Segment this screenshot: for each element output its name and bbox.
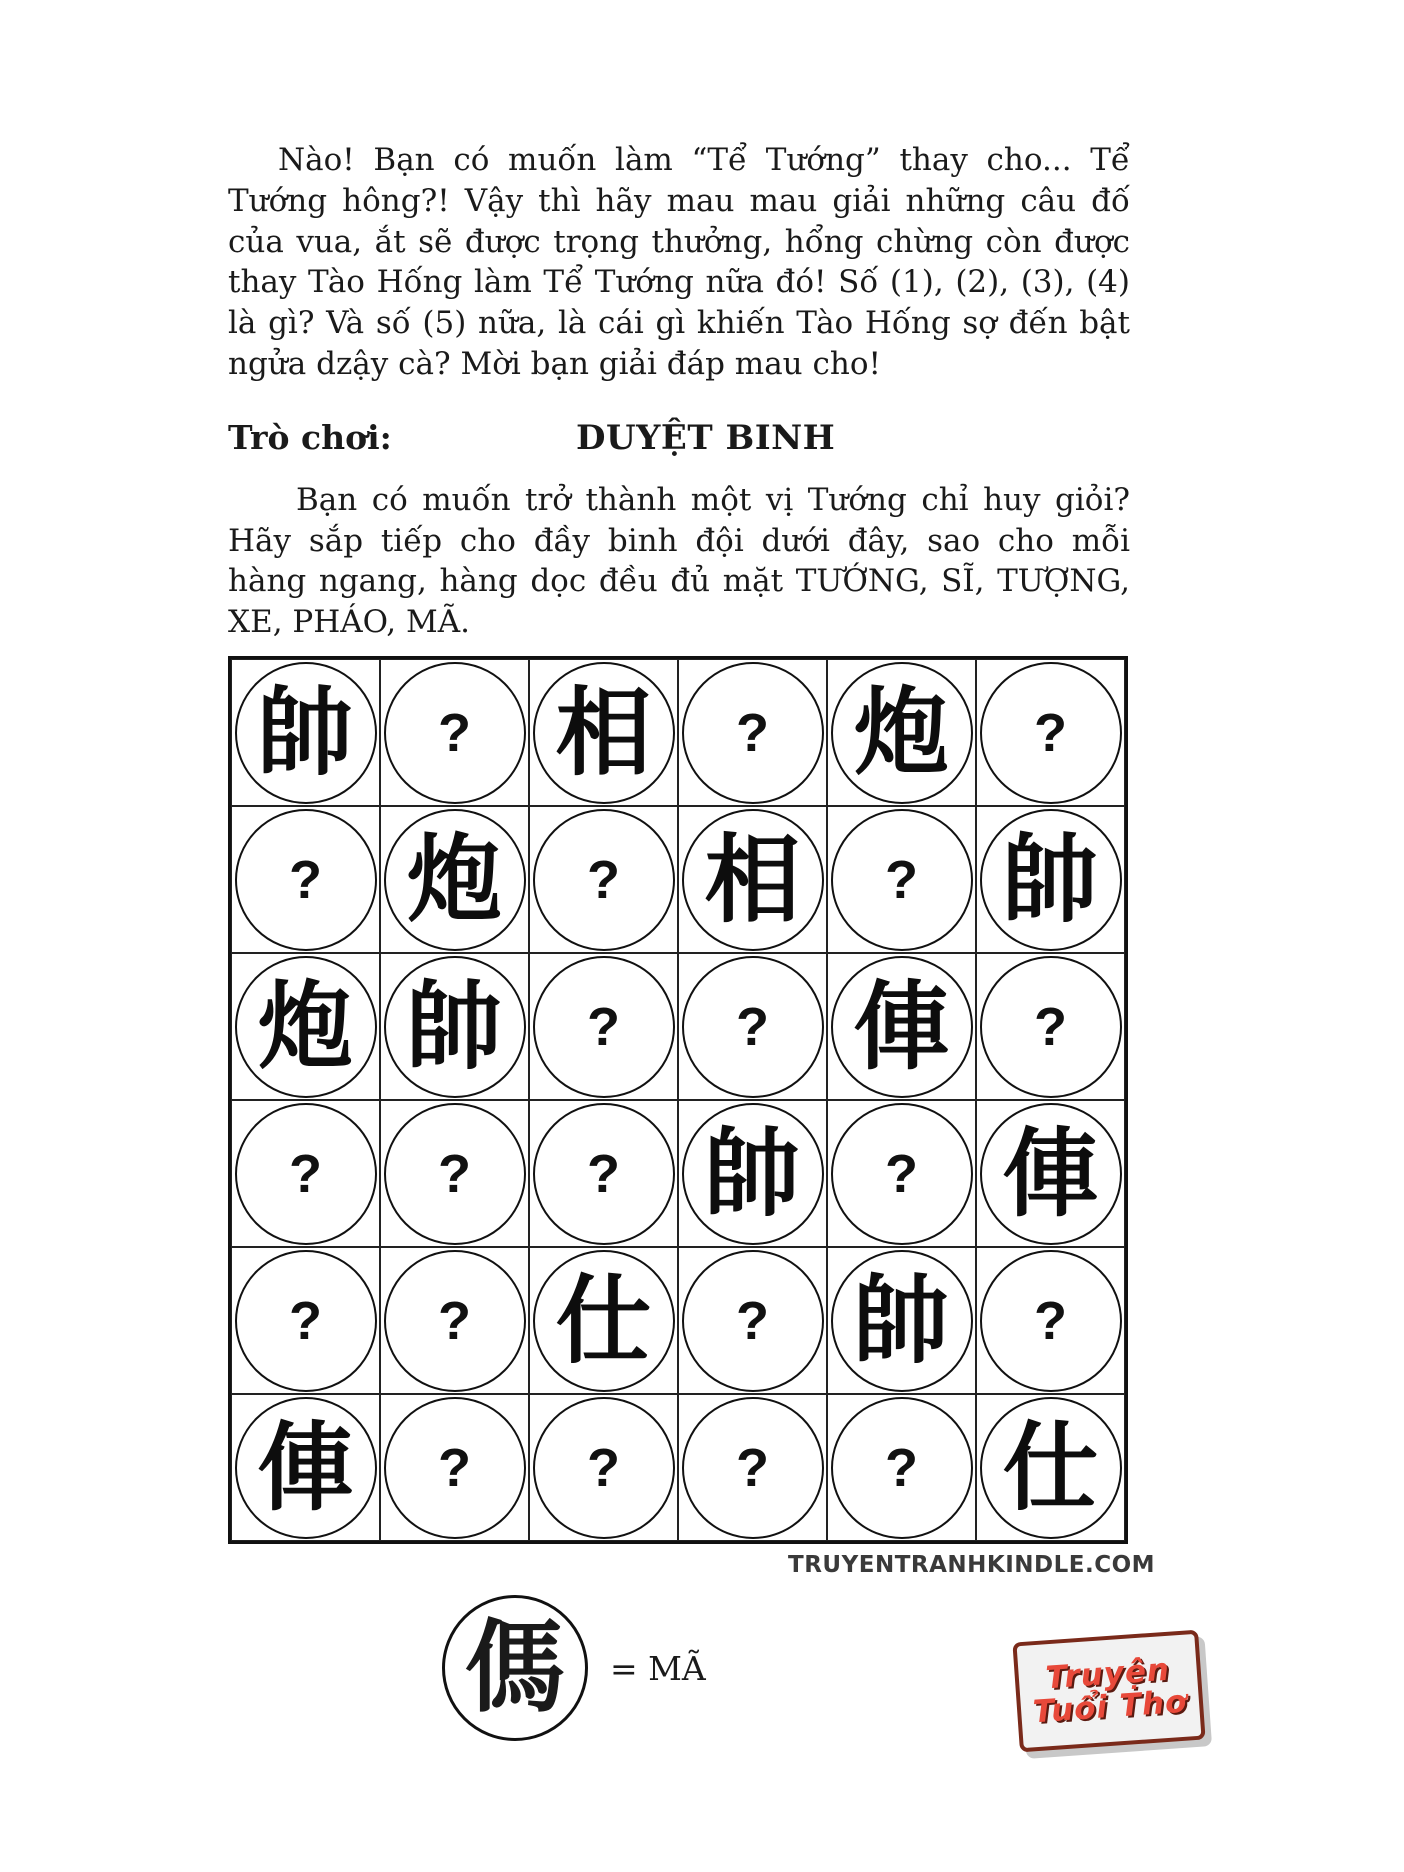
board-cell <box>976 1394 1125 1541</box>
question-mark: ? <box>438 1437 471 1498</box>
board-cell <box>827 1100 976 1247</box>
question-mark: ? <box>587 996 620 1057</box>
question-mark: ? <box>736 996 769 1057</box>
board-cell <box>380 1394 529 1541</box>
unknown-piece <box>235 809 377 951</box>
legend-horse-piece <box>442 1595 588 1741</box>
chess-piece <box>235 662 377 804</box>
piece-glyph: 俥 <box>257 1411 354 1524</box>
board-cell <box>380 953 529 1100</box>
question-mark: ? <box>1034 702 1067 763</box>
board-cell <box>231 1247 380 1394</box>
chess-piece <box>682 809 824 951</box>
board-cell <box>231 1394 380 1541</box>
chess-piece <box>235 1397 377 1539</box>
board-cell <box>678 1394 827 1541</box>
board-cell <box>827 1247 976 1394</box>
unknown-piece <box>384 1397 526 1539</box>
legend <box>442 1593 706 1743</box>
game-title: DUYỆT BINH <box>576 418 836 458</box>
unknown-piece <box>980 956 1122 1098</box>
question-mark: ? <box>885 1143 918 1204</box>
question-mark: ? <box>587 1143 620 1204</box>
board-cell <box>380 806 529 953</box>
board-cell <box>678 1247 827 1394</box>
board-cell <box>827 659 976 806</box>
board-cell <box>529 1247 678 1394</box>
watermark-url: TRUYENTRANHKINDLE.COM <box>788 1552 1156 1578</box>
board-cell <box>678 953 827 1100</box>
question-mark: ? <box>438 1143 471 1204</box>
game-label: Trò chơi: <box>228 418 392 457</box>
chess-piece <box>384 809 526 951</box>
piece-glyph: 炮 <box>257 970 354 1083</box>
unknown-piece <box>831 1397 973 1539</box>
chess-piece <box>533 1250 675 1392</box>
unknown-piece <box>980 662 1122 804</box>
piece-glyph: 相 <box>555 676 652 789</box>
question-mark: ? <box>1034 996 1067 1057</box>
board-cell <box>231 1100 380 1247</box>
chess-piece <box>235 956 377 1098</box>
unknown-piece <box>533 809 675 951</box>
piece-glyph: 炮 <box>406 823 503 936</box>
unknown-piece <box>533 956 675 1098</box>
board-cell <box>976 1100 1125 1247</box>
chess-piece <box>980 1397 1122 1539</box>
board-cell <box>231 659 380 806</box>
unknown-piece <box>533 1397 675 1539</box>
unknown-piece <box>384 1250 526 1392</box>
board-cell <box>827 953 976 1100</box>
badge-line-2: Tuổi Thơ <box>1031 1683 1189 1731</box>
piece-glyph: 俥 <box>1002 1117 1099 1230</box>
unknown-piece <box>235 1103 377 1245</box>
unknown-piece <box>533 1103 675 1245</box>
badge-line-1: Truyện <box>1044 1652 1172 1697</box>
unknown-piece <box>384 662 526 804</box>
question-mark: ? <box>736 702 769 763</box>
chess-piece <box>384 956 526 1098</box>
question-mark: ? <box>885 849 918 910</box>
question-mark: ? <box>1034 1290 1067 1351</box>
question-mark: ? <box>289 1290 322 1351</box>
chess-piece <box>980 809 1122 951</box>
chess-piece-board <box>228 656 1128 1544</box>
unknown-piece <box>682 1250 824 1392</box>
question-mark: ? <box>587 849 620 910</box>
piece-glyph: 炮 <box>853 676 950 789</box>
question-mark: ? <box>885 1437 918 1498</box>
piece-glyph: 帥 <box>406 970 503 1083</box>
unknown-piece <box>831 1103 973 1245</box>
piece-glyph: 帥 <box>704 1117 801 1230</box>
question-mark: ? <box>289 849 322 910</box>
piece-glyph: 仕 <box>1002 1411 1099 1524</box>
chess-piece <box>831 1250 973 1392</box>
board-cell <box>529 806 678 953</box>
question-mark: ? <box>587 1437 620 1498</box>
board-cell <box>976 659 1125 806</box>
unknown-piece <box>831 809 973 951</box>
intro-paragraph: Nào! Bạn có muốn làm “Tể Tướng” thay cho... Tể Tướng hông?! Vậy thì hãy mau mau giải những câu đố của vua, ắt sẽ được trọng thưởng, hổng chừng còn được thay Tào Hống làm Tể Tướng nữa đó! Số (1), (2), (3), (4) là gì? Và số (5) nữa, là cái gì khiến Tào Hống sợ đến bật ngửa dzậy cà? Mời bạn giải đáp mau cho! <box>228 142 1130 382</box>
unknown-piece <box>980 1250 1122 1392</box>
board-cell <box>231 953 380 1100</box>
question-mark: ? <box>736 1437 769 1498</box>
board-cell <box>380 659 529 806</box>
board-cell <box>976 1247 1125 1394</box>
piece-glyph: 俥 <box>853 970 950 1083</box>
chess-piece <box>533 662 675 804</box>
piece-glyph: 仕 <box>555 1264 652 1377</box>
board-cell <box>678 1100 827 1247</box>
chess-piece <box>682 1103 824 1245</box>
question-mark: ? <box>438 1290 471 1351</box>
board-cell <box>529 1394 678 1541</box>
question-mark: ? <box>289 1143 322 1204</box>
board-cell <box>678 806 827 953</box>
chess-piece <box>980 1103 1122 1245</box>
legend-text: = MÃ <box>610 1648 706 1688</box>
board-cell <box>529 659 678 806</box>
board-cell <box>976 806 1125 953</box>
publisher-logo-badge <box>1012 1630 1205 1753</box>
unknown-piece <box>682 662 824 804</box>
piece-glyph: 帥 <box>1002 823 1099 936</box>
unknown-piece <box>235 1250 377 1392</box>
game-header <box>228 418 1130 468</box>
unknown-piece <box>682 1397 824 1539</box>
board-cell <box>678 659 827 806</box>
board-cell <box>380 1247 529 1394</box>
chess-piece <box>831 956 973 1098</box>
unknown-piece <box>682 956 824 1098</box>
piece-glyph: 帥 <box>257 676 354 789</box>
piece-glyph: 帥 <box>853 1264 950 1377</box>
piece-glyph: 相 <box>704 823 801 936</box>
game-instruction: Bạn có muốn trở thành một vị Tướng chỉ huy giỏi? Hãy sắp tiếp cho đầy binh đội dưới đây, sao cho mỗi hàng ngang, hàng dọc đều đủ mặt TƯỚNG, SĨ, TƯỢNG, XE, PHÁO, MÃ. <box>228 482 1130 640</box>
question-mark: ? <box>736 1290 769 1351</box>
chess-piece <box>831 662 973 804</box>
board-cell <box>827 806 976 953</box>
board-cell <box>827 1394 976 1541</box>
unknown-piece <box>384 1103 526 1245</box>
board-cell <box>380 1100 529 1247</box>
board-cell <box>529 1100 678 1247</box>
board-cell <box>231 806 380 953</box>
question-mark: ? <box>438 702 471 763</box>
board-cell <box>976 953 1125 1100</box>
board-cell <box>529 953 678 1100</box>
legend-horse-glyph: 傌 <box>465 1609 565 1726</box>
